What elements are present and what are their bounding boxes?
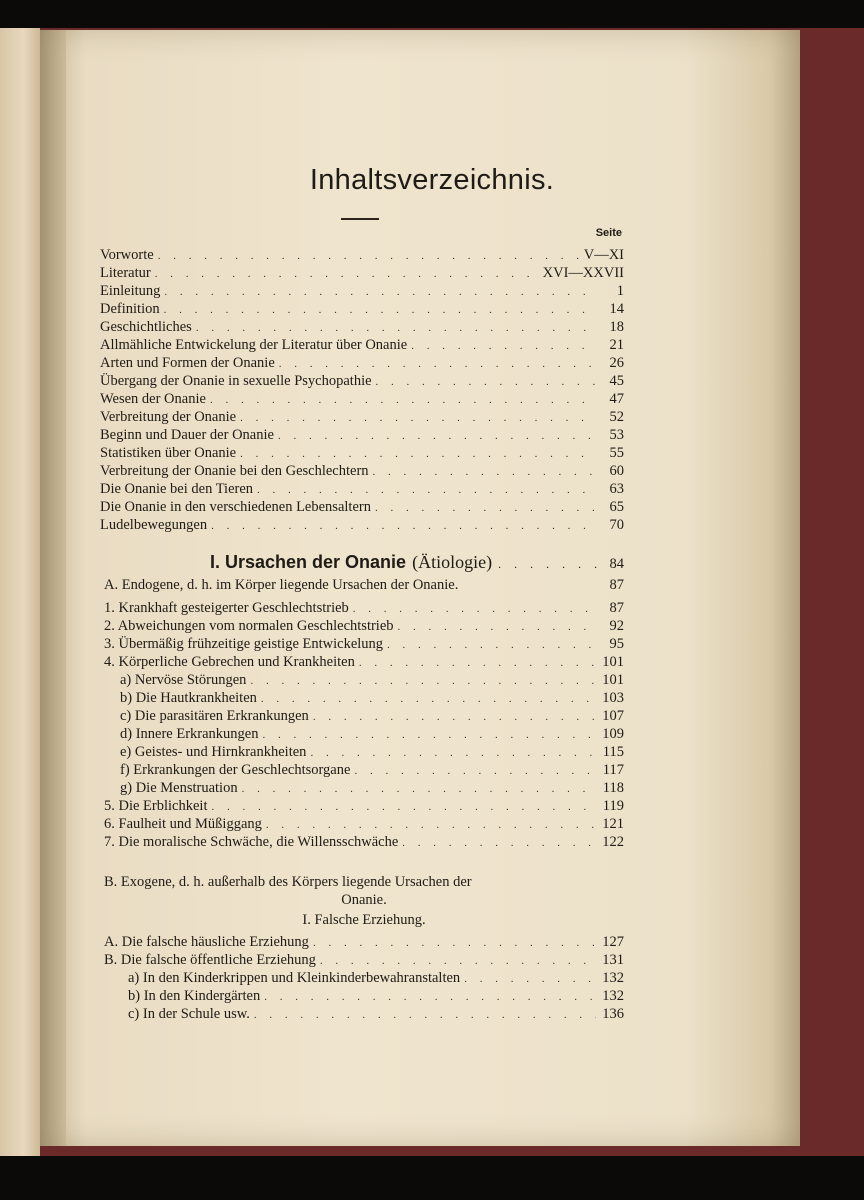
toc-entry-page: 63 (609, 481, 624, 497)
toc-entry-page: 87 (609, 600, 624, 616)
toc-entry (120, 708, 624, 726)
leader-dots (210, 394, 596, 406)
section-b-line2: Onanie. (341, 892, 387, 908)
toc-entry-page: 103 (602, 690, 624, 706)
section-heading-page: 84 (609, 556, 624, 572)
toc-entry (120, 726, 624, 744)
toc-entry-label: f) Erkrankungen der Geschlechtsorgane (120, 762, 351, 778)
toc-entry-page: 127 (602, 934, 624, 950)
toc-entry-label: 2. Abweichungen vom normalen Geschlechtstrieb (104, 618, 394, 634)
leader-dots (211, 801, 596, 813)
toc-entry (100, 445, 624, 463)
seite-label: Seite (595, 227, 622, 239)
leader-dots (313, 937, 596, 949)
toc-entry (100, 373, 624, 391)
toc-entry (104, 618, 624, 636)
leader-dots (464, 973, 596, 985)
toc-entry (120, 762, 624, 780)
toc-entry (100, 265, 624, 283)
leader-dots (310, 747, 596, 759)
toc-entry-label: Definition (100, 301, 160, 317)
toc-entry (120, 744, 624, 762)
toc-entry-page: 101 (602, 654, 624, 670)
leader-dots (164, 286, 596, 298)
toc-entry-page: 45 (609, 373, 624, 389)
toc-entry (104, 834, 624, 852)
leader-dots (320, 955, 596, 967)
leader-dots (240, 412, 596, 424)
toc-entry (100, 283, 624, 301)
toc-entry-page: 87 (609, 577, 624, 593)
leader-dots (353, 603, 596, 615)
leader-dots (376, 376, 596, 388)
toc-entry-label: A. Endogene, d. h. im Körper liegende Ursachen der Onanie. (104, 577, 459, 593)
toc-entry-label: 4. Körperliche Gebrechen und Krankheiten (104, 654, 355, 670)
leader-dots (375, 502, 596, 514)
toc-entry-page: V—XI (583, 247, 624, 263)
toc-entry-label: Vorworte (100, 247, 154, 263)
toc-entry (104, 816, 624, 834)
toc-entry (128, 988, 624, 1006)
page-title: Inhaltsverzeichnis. (309, 164, 555, 196)
toc-entry-label: c) Die parasitären Erkrankungen (120, 708, 309, 724)
toc-entry-label: Einleitung (100, 283, 161, 299)
toc-entry-label: Statistiken über Onanie (100, 445, 237, 461)
leader-dots (164, 304, 596, 316)
toc-entry-page: 107 (602, 708, 624, 724)
toc-entry-page: 132 (602, 988, 624, 1004)
toc-entry-page: 92 (609, 618, 624, 634)
leader-dots (158, 250, 580, 262)
toc-entry (100, 409, 624, 427)
toc-entry-label: Arten und Formen der Onanie (100, 355, 275, 371)
toc-entry-page: 101 (602, 672, 624, 688)
toc-entry-label: Die Onanie in den verschiedenen Lebensaltern (100, 499, 371, 515)
toc-entry (100, 391, 624, 409)
toc-entry-page: 55 (609, 445, 624, 461)
toc-entry-label: 7. Die moralische Schwäche, die Willensschwäche (104, 834, 399, 850)
toc-entry-label: 6. Faulheit und Müßiggang (104, 816, 262, 832)
leader-dots (398, 621, 596, 633)
toc-entry (104, 798, 624, 816)
toc-entry-page: 65 (609, 499, 624, 515)
toc-entry-page: 14 (609, 301, 624, 317)
leader-dots (354, 765, 596, 777)
toc-entry-label: 3. Übermäßig frühzeitige geistige Entwickelung (104, 636, 384, 652)
toc-entry (104, 600, 624, 618)
leader-dots (240, 448, 596, 460)
section-heading (210, 552, 624, 576)
leader-dots (261, 693, 596, 705)
toc-entry (100, 337, 624, 355)
toc-entry-page: 118 (602, 780, 624, 796)
leader-dots (257, 484, 596, 496)
toc-entry (100, 517, 624, 535)
leader-dots (373, 466, 596, 478)
toc-entry-page: 18 (609, 319, 624, 335)
leader-dots (196, 322, 596, 334)
toc-entry-page: 122 (602, 834, 624, 850)
toc-entry-label: Ludelbewegungen (100, 517, 208, 533)
section-b-subheading: I. Falsche Erziehung. (302, 912, 426, 928)
toc-entry (100, 319, 624, 337)
left-page-edge (0, 28, 40, 1156)
toc-entry-label: Verbreitung der Onanie bei den Geschlechtern (100, 463, 369, 479)
leader-dots (359, 657, 596, 669)
section-heading-bold: I. Ursachen der Onanie (210, 552, 407, 572)
toc-entry (104, 577, 624, 595)
toc-entry-page: 121 (602, 816, 624, 832)
toc-entry (100, 481, 624, 499)
toc-entry-label: a) In den Kinderkrippen und Kleinkinderbewahranstalten (128, 970, 461, 986)
toc-entry-label: B. Die falsche öffentliche Erziehung (104, 952, 316, 968)
leader-dots (250, 675, 596, 687)
toc-entry (128, 1006, 624, 1024)
page-gutter (40, 30, 66, 1146)
toc-entry-label: b) Die Hautkrankheiten (120, 690, 257, 706)
toc-entry (104, 934, 624, 952)
section-heading-normal: (Ätiologie) (412, 552, 493, 572)
title-rule (341, 218, 379, 220)
leader-dots (266, 819, 596, 831)
toc-entry-page: 95 (609, 636, 624, 652)
toc-entry-page: 70 (609, 517, 624, 533)
toc-entry-page: 109 (602, 726, 624, 742)
toc-entry-label: g) Die Menstruation (120, 780, 238, 796)
leader-dots (263, 729, 597, 741)
leader-dots (254, 1009, 596, 1021)
toc-entry (104, 952, 624, 970)
toc-entry-page: 136 (602, 1006, 624, 1022)
toc-entry-page: 117 (602, 762, 624, 778)
toc-entry-label: 5. Die Erblichkeit (104, 798, 208, 814)
toc-entry (128, 970, 624, 988)
toc-entry-page: 52 (609, 409, 624, 425)
toc-entry (104, 636, 624, 654)
toc-entry-page: 47 (609, 391, 624, 407)
toc-entry-page: 26 (609, 355, 624, 371)
toc-entry-label: Die Onanie bei den Tieren (100, 481, 254, 497)
toc-entry (120, 690, 624, 708)
toc-entry (100, 427, 624, 445)
toc-entry-label: Verbreitung der Onanie (100, 409, 237, 425)
leader-dots (279, 358, 596, 370)
toc-entry-page: 60 (609, 463, 624, 479)
toc-entry-label: Allmähliche Entwickelung der Literatur über Onanie (100, 337, 408, 353)
leader-dots (313, 711, 596, 723)
toc-entry-page: 131 (602, 952, 624, 968)
leader-dots (211, 520, 596, 532)
leader-dots (411, 340, 596, 352)
toc-entry-label: Beginn und Dauer der Onanie (100, 427, 274, 443)
toc-entry-label: 1. Krankhaft gesteigerter Geschlechtstrieb (104, 600, 349, 616)
toc-entry (100, 499, 624, 517)
toc-entry (100, 301, 624, 319)
toc-entry-page: 119 (602, 798, 624, 814)
section-b-line1: B. Exogene, d. h. außerhalb des Körpers liegende Ursachen der (104, 874, 472, 890)
toc-entry-label: a) Nervöse Störungen (120, 672, 247, 688)
leader-dots (264, 991, 596, 1003)
toc-entry-label: Literatur (100, 265, 151, 281)
toc-entry-page: XVI—XXVII (542, 265, 624, 281)
leader-dots (278, 430, 596, 442)
toc-entry-label: c) In der Schule usw. (128, 1006, 250, 1022)
toc-entry (104, 654, 624, 672)
toc-entry-page: 53 (609, 427, 624, 443)
toc-entry (120, 672, 624, 690)
toc-entry-label: d) Innere Erkrankungen (120, 726, 259, 742)
toc-entry-label: e) Geistes- und Hirnkrankheiten (120, 744, 307, 760)
toc-entry-label: Geschichtliches (100, 319, 192, 335)
toc-entry-label: A. Die falsche häusliche Erziehung (104, 934, 309, 950)
toc-entry (120, 780, 624, 798)
leader-dots (155, 268, 539, 280)
toc-entry (100, 463, 624, 481)
toc-entry (100, 355, 624, 373)
toc-entry-page: 21 (609, 337, 624, 353)
toc-entry (100, 247, 624, 265)
toc-entry-label: b) In den Kindergärten (128, 988, 261, 1004)
leader-dots (242, 783, 596, 795)
toc-entry-page: 132 (602, 970, 624, 986)
leader-dots (402, 837, 596, 849)
toc-entry-label: Wesen der Onanie (100, 391, 206, 407)
leader-dots (387, 639, 596, 651)
toc-entry-page: 1 (616, 283, 624, 299)
toc-entry-page: 115 (602, 744, 624, 760)
toc-entry-label: Übergang der Onanie in sexuelle Psychopathie (100, 373, 372, 389)
leader-dots (498, 557, 603, 572)
